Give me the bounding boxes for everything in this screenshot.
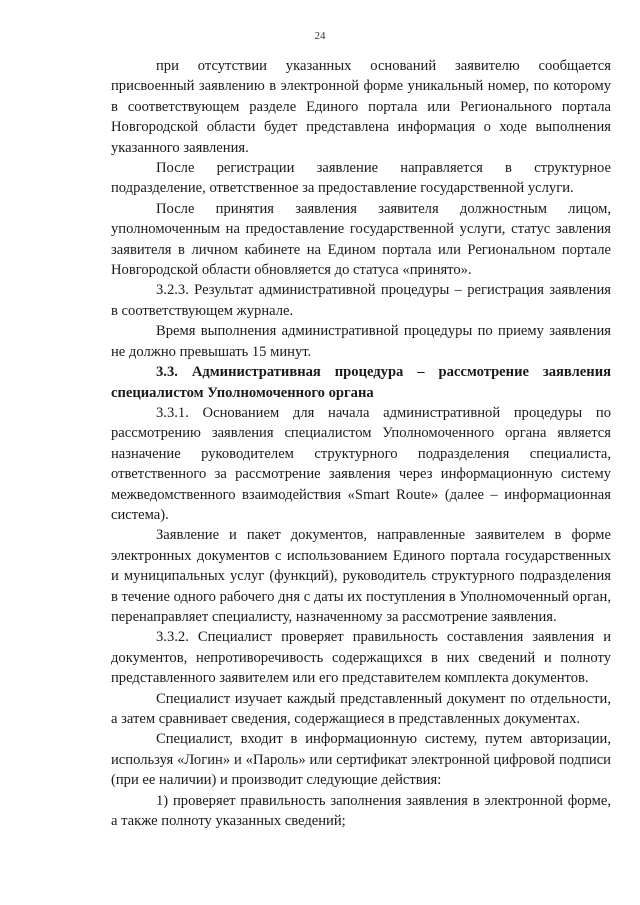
paragraph: 3.2.3. Результат административной процедуры – регистрация заявления в соответствующем журнале.	[111, 282, 611, 319]
document-body	[111, 56, 611, 831]
paragraph: После принятия заявления заявителя должностным лицом, уполномоченным на предоставление государственной услуги, статус завления заявителя в личном кабинете на Едином портала или Региональном портале Новгородской области обновляется до статуса «принято».	[111, 200, 611, 279]
paragraph: Время выполнения административной процедуры по приему заявления не должно превышать 15 минут.	[111, 323, 611, 360]
paragraph: Специалист, входит в информационную систему, путем авторизации, используя «Логин» и «Пароль» или сертификат электронной цифровой подписи (при ее наличии) и производит следующие действия:	[111, 731, 611, 789]
paragraph: при отсутствии указанных оснований заявителю сообщается присвоенный заявлению в электронной форме уникальный номер, по которому в соответствующем разделе Единого портала или Регионального портала Новгородской области будет представлена информация о ходе выполнения указанного заявления.	[111, 58, 611, 156]
section-heading: 3.3. Административная процедура – рассмотрение заявления специалистом Уполномоченного органа	[111, 364, 611, 401]
page-number: 24	[314, 30, 326, 42]
paragraph: После регистрации заявление направляется в структурное подразделение, ответственное за предоставление государственной услуги.	[111, 160, 611, 197]
paragraph: 3.3.1. Основанием для начала административной процедуры по рассмотрению заявления специалистом Уполномоченного органа является назначение руководителем структурного подразделения специалиста, ответственного за рассмотрение заявления через информационную систему межведомственного взаимодействия «Smart Route» (далее – информационная система).	[111, 404, 611, 523]
paragraph: 3.3.2. Специалист проверяет правильность составления заявления и документов, непротиворечивость содержащихся в них сведений и полноту представленного заявителем или его представителем комплекта документов.	[111, 629, 611, 687]
paragraph: 1) проверяет правильность заполнения заявления в электронной форме, а также полноту указанных сведений;	[111, 792, 611, 830]
paragraph: Заявление и пакет документов, направленные заявителем в форме электронных документов с использованием Единого портала государственных и муниципальных услуг (функций), руководитель структурного подразделения в течение одного рабочего дня с даты их поступления в Уполномоченный орган, перенаправляет специалисту, назначенному за рассмотрение заявления.	[111, 527, 611, 625]
paragraph: Специалист изучает каждый представленный документ по отдельности, а затем сравнивает сведения, содержащиеся в представленных документах.	[111, 690, 611, 727]
